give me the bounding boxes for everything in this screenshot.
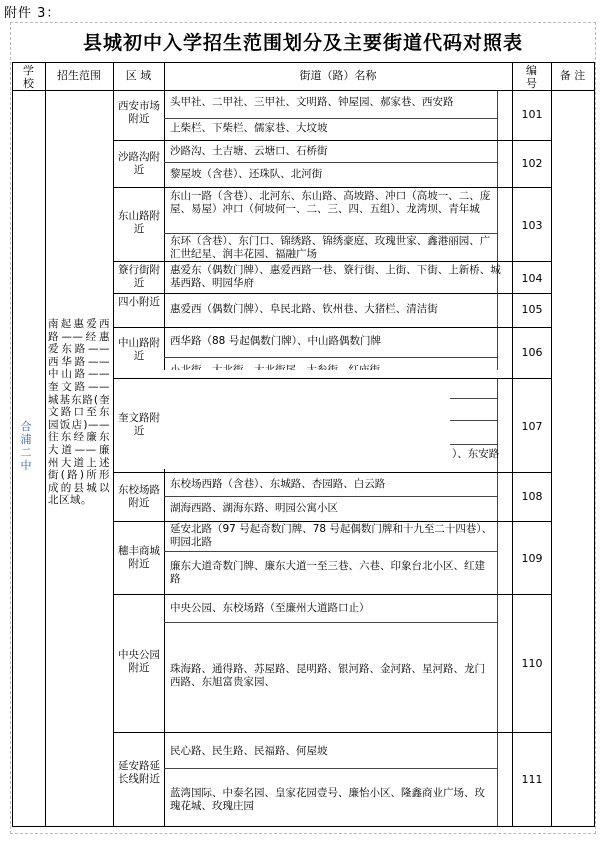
page-title: 县城初中入学招生范围划分及主要街道代码对照表 [82, 32, 523, 54]
district-name: 簝行街附近 [118, 264, 160, 289]
district-name: 四小附近 [118, 296, 160, 308]
street-list: 惠爱西（偶数门牌）、阜民北路、钦州巷、大猪栏、清洁街 [170, 303, 438, 315]
street-list: 湖海西路、湖海东路、明园公寓小区 [170, 502, 338, 514]
district-code: 106 [521, 346, 543, 359]
header-code: 编 号 [526, 64, 537, 90]
obscured-region [160, 379, 450, 469]
district-name: 东校场路附近 [118, 484, 160, 509]
district-name: 中央公园附近 [118, 649, 160, 674]
street-list: 头甲社、二甲社、三甲社、文明路、钟屋园、郝家巷、西安路 [170, 96, 454, 108]
district-name: 穗丰商城附近 [118, 545, 160, 570]
district-code: 107 [521, 420, 543, 433]
district-code: 111 [521, 773, 543, 786]
header-district: 区 域 [125, 69, 152, 82]
district-code: 101 [521, 108, 543, 121]
street-list: 东环（含巷）、东门口、锦绣路、锦绣豪庭、玫瑰世家、鑫港丽园、广汇世纪星、润丰花园、福融广场 [170, 235, 491, 260]
street-list: 上柴栏、下柴栏、儒家巷、大坟坡 [170, 122, 328, 134]
district-name: 奎文路附近 [118, 412, 160, 437]
street-list: 东山一路（含巷）、北河东、东山路、高坡路、冲口（高坡一、二、庞屋、易屋）冲口（何坡何一、二、三、四、五组）、龙湾坝、青年城 [170, 190, 491, 215]
district-name: 中山路附近 [118, 337, 160, 362]
enrollment-range: 南起惠爱西路——经惠爱东路——西华路——中山路——奎文路——城基东路(奎文路口至东园饭店)——往东经廉东大道——廉州大道上述街(路)所形成的县城以北区域。 [48, 318, 110, 507]
obscured-region [160, 370, 505, 378]
street-list: ）、东安路 [452, 448, 500, 460]
school-name: 合浦二中 [20, 420, 32, 472]
header-remark: 备 注 [559, 69, 586, 82]
street-list: 民心路、民生路、民福路、何屋坡 [170, 745, 328, 757]
district-code: 102 [521, 157, 543, 170]
district-name: 延安路延长线附近 [118, 760, 160, 785]
district-name: 西安市场附近 [118, 100, 160, 125]
attachment-label: 附件 3： [4, 6, 61, 21]
district-code: 105 [521, 303, 543, 316]
district-name: 东山路附近 [118, 210, 160, 235]
street-list: 西华路（88 号起偶数门牌）、中山路偶数门牌 [170, 335, 381, 347]
street-list: 延安北路（97 号起奇数门牌、78 号起偶数门牌和十九至二十四巷）、明园北路 [170, 523, 493, 548]
district-code: 110 [521, 657, 543, 670]
district-code: 104 [521, 272, 543, 285]
street-list: 廉东大道奇数门牌、廉东大道一至三巷、六巷、印象台北小区、红建路 [170, 560, 485, 585]
street-list: 黎屋坡（含巷）、还珠队、北河街 [170, 168, 323, 180]
street-list: 珠海路、通得路、苏屋路、昆明路、银河路、金河路、星河路、龙门西路、东旭富贵家园、 [170, 663, 485, 688]
street-list: 惠爱东（偶数门牌）、惠爱西路一巷、簝行街、上街、下街、上新桥、城基西路、明园华府 [170, 264, 501, 289]
header-range: 招生范围 [57, 69, 101, 82]
district-code: 108 [521, 490, 543, 503]
district-name: 沙路沟附近 [118, 151, 160, 176]
header-school: 学 校 [23, 64, 34, 90]
street-list: 沙路沟、土吉塘、云塘口、石桥街 [170, 145, 328, 157]
district-code: 109 [521, 552, 543, 565]
district-code: 103 [521, 219, 543, 232]
street-list: 东校场西路（含巷）、东城路、杏园路、白云路 [170, 478, 386, 490]
street-list: 蓝湾国际、中泰名园、皇家花园壹号、廉怡小区、隆鑫商业广场、玫瑰花城、玫瑰庄园 [170, 787, 485, 812]
header-streets: 街道（路）名称 [299, 69, 377, 82]
street-list: 中央公园、东校场路（至廉州大道路口止） [170, 602, 370, 614]
